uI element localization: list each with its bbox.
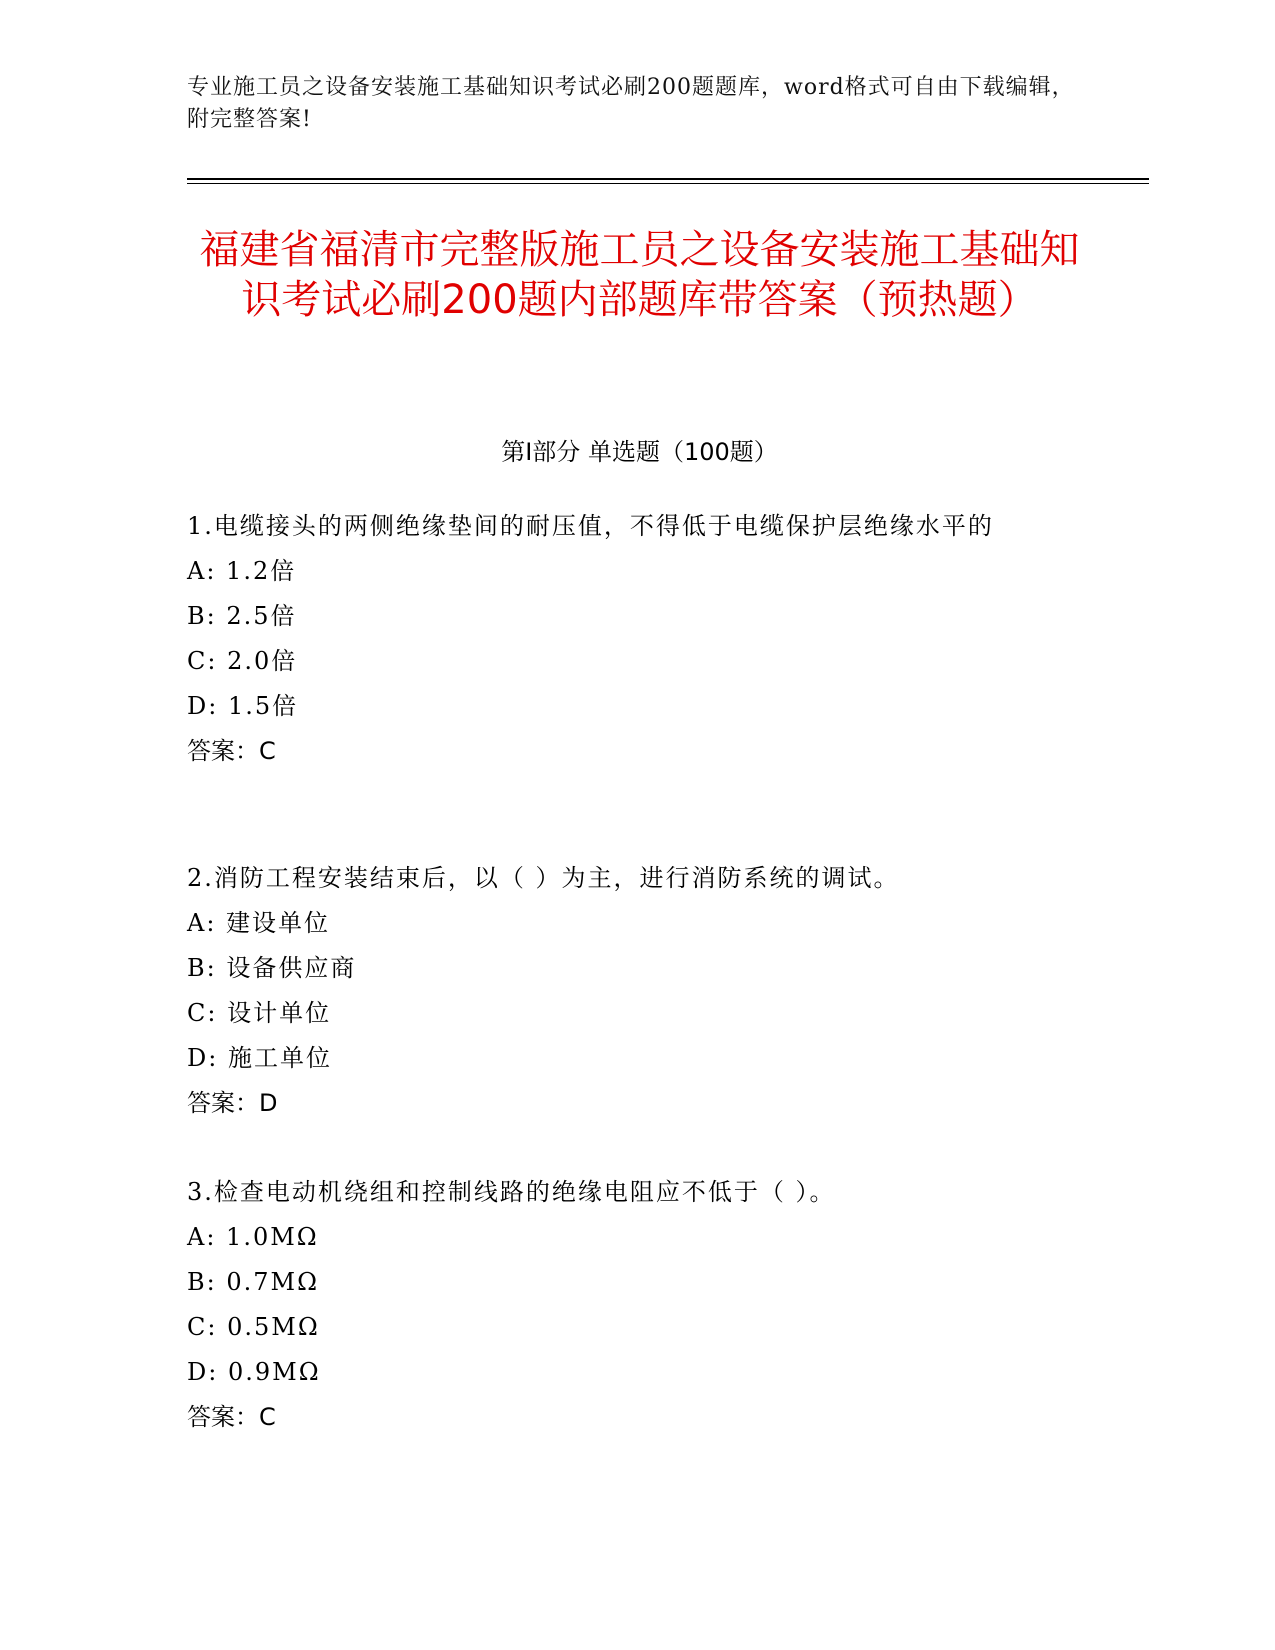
option-c: C: 2.0倍 xyxy=(187,647,298,675)
header-divider-thick xyxy=(187,178,1149,180)
question-stem: 2.消防工程安装结束后，以（ ）为主，进行消防系统的调试。 xyxy=(187,864,900,892)
question-3 xyxy=(187,1170,1087,1440)
question-stem: 1.电缆接头的两侧绝缘垫间的耐压值，不得低于电缆保护层绝缘水平的 xyxy=(187,512,994,540)
option-b: B: 2.5倍 xyxy=(187,602,297,630)
option-c: C: 设计单位 xyxy=(187,999,332,1027)
answer: 答案：C xyxy=(187,737,276,765)
section-heading: 第I部分 单选题（100题） xyxy=(501,438,778,466)
header-divider-thin xyxy=(187,183,1149,184)
option-a: A: 1.2倍 xyxy=(187,557,297,585)
option-c: C: 0.5MΩ xyxy=(187,1313,320,1341)
option-d: D: 1.5倍 xyxy=(187,692,299,720)
answer: 答案：D xyxy=(187,1089,278,1117)
header-note: 专业施工员之设备安装施工基础知识考试必刷200题题库，word格式可自由下载编辑，附完整答案! xyxy=(187,75,1075,132)
option-b: B: 设备供应商 xyxy=(187,954,357,982)
question-stem: 3.检查电动机绕组和控制线路的绝缘电阻应不低于（ ）。 xyxy=(187,1178,836,1206)
question-1 xyxy=(187,504,1087,774)
option-a: A: 1.0MΩ xyxy=(187,1223,319,1251)
option-a: A: 建设单位 xyxy=(187,909,331,937)
document-title: 福建省福清市完整版施工员之设备安装施工基础知识考试必刷200题内部题库带答案（预热题） xyxy=(199,227,1080,323)
question-2 xyxy=(187,856,1087,1126)
option-d: D: 施工单位 xyxy=(187,1044,332,1072)
answer: 答案：C xyxy=(187,1403,276,1431)
option-d: D: 0.9MΩ xyxy=(187,1358,321,1386)
option-b: B: 0.7MΩ xyxy=(187,1268,319,1296)
